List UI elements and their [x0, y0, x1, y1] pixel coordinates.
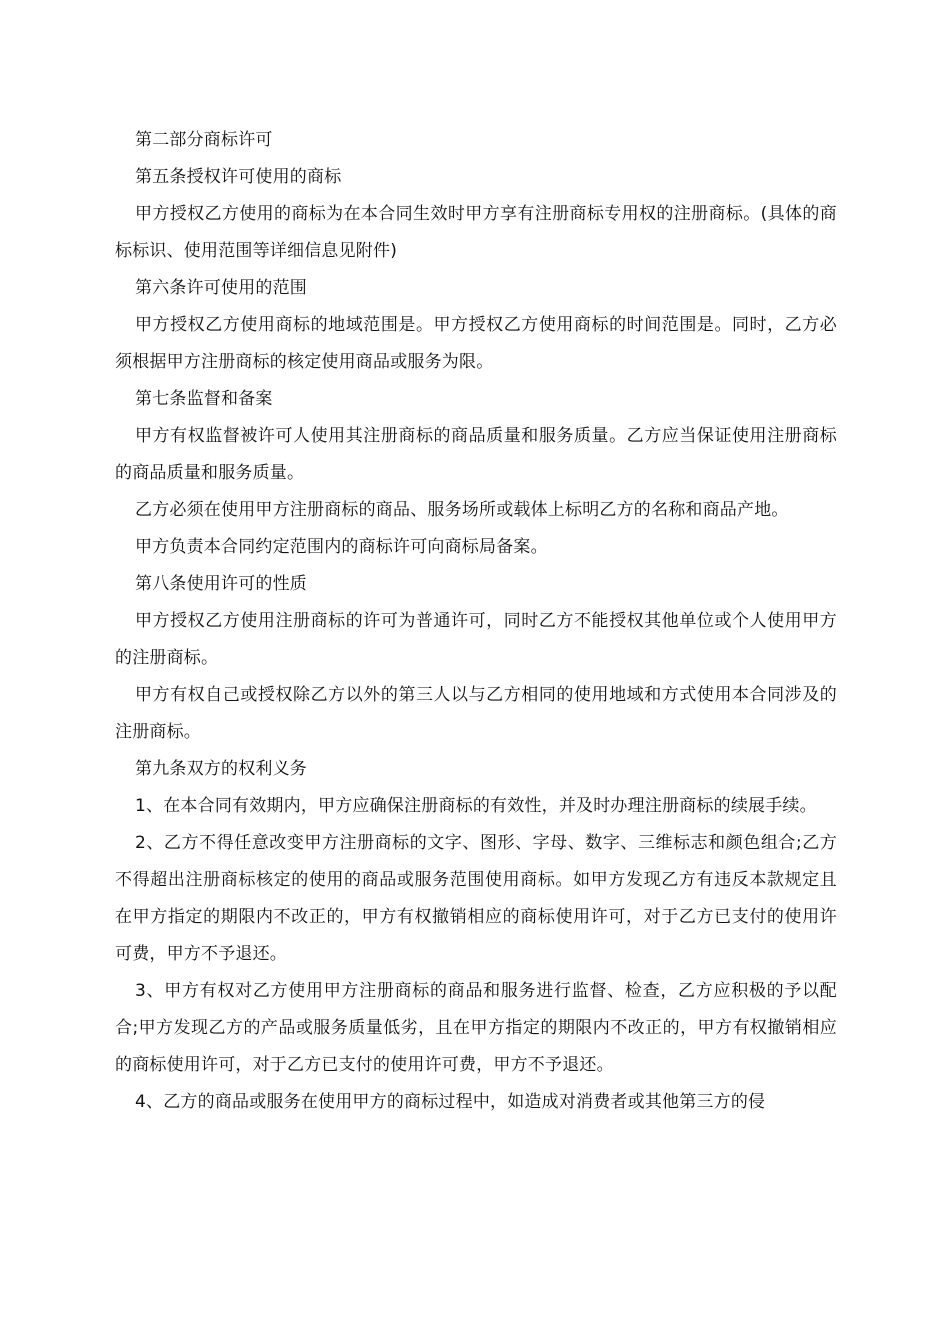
- list-item: 1、在本合同有效期内，甲方应确保注册商标的有效性，并及时办理注册商标的续展手续。: [135, 796, 817, 816]
- section-heading: 第二部分商标许可: [135, 130, 273, 150]
- paragraph: 甲方负责本合同约定范围内的商标许可向商标局备案。: [135, 537, 548, 557]
- list-item: 2、乙方不得任意改变甲方注册商标的文字、图形、字母、数字、三维标志和颜色组合;乙方不得超出注册商标核定的使用的商品或服务范围使用商标。如甲方发现乙方有违反本款规定且在甲方指定的期限内不改正的，甲方有权撤销相应的商标使用许可，对于乙方已支付的使用许可费，甲方不予退还。: [115, 833, 837, 964]
- list-item: 3、甲方有权对乙方使用甲方注册商标的商品和服务进行监督、检查，乙方应积极的予以配合;甲方发现乙方的产品或服务质量低劣，且在甲方指定的期限内不改正的，甲方有权撤销相应的商标使用许可，对于乙方已支付的使用许可费，甲方不予退还。: [115, 981, 837, 1075]
- list-item: 4、乙方的商品或服务在使用甲方的商标过程中，如造成对消费者或其他第三方的侵: [135, 1092, 766, 1112]
- article-heading: 第六条许可使用的范围: [135, 278, 307, 298]
- article-heading: 第九条双方的权利义务: [135, 759, 307, 779]
- paragraph: 甲方授权乙方使用注册商标的许可为普通许可，同时乙方不能授权其他单位或个人使用甲方的注册商标。: [115, 611, 837, 668]
- paragraph: 甲方授权乙方使用的商标为在本合同生效时甲方享有注册商标专用权的注册商标。(具体的商标标识、使用范围等详细信息见附件): [115, 204, 837, 261]
- article-heading: 第八条使用许可的性质: [135, 574, 307, 594]
- document-body: [115, 122, 837, 1121]
- paragraph: 乙方必须在使用甲方注册商标的商品、服务场所或载体上标明乙方的名称和商品产地。: [135, 500, 789, 520]
- article-heading: 第七条监督和备案: [135, 389, 273, 409]
- article-heading: 第五条授权许可使用的商标: [135, 167, 342, 187]
- paragraph: 甲方有权监督被许可人使用其注册商标的商品质量和服务质量。乙方应当保证使用注册商标的商品质量和服务质量。: [115, 426, 837, 483]
- paragraph: 甲方授权乙方使用商标的地域范围是。甲方授权乙方使用商标的时间范围是。同时，乙方必须根据甲方注册商标的核定使用商品或服务为限。: [115, 315, 837, 372]
- paragraph: 甲方有权自己或授权除乙方以外的第三人以与乙方相同的使用地域和方式使用本合同涉及的注册商标。: [115, 685, 837, 742]
